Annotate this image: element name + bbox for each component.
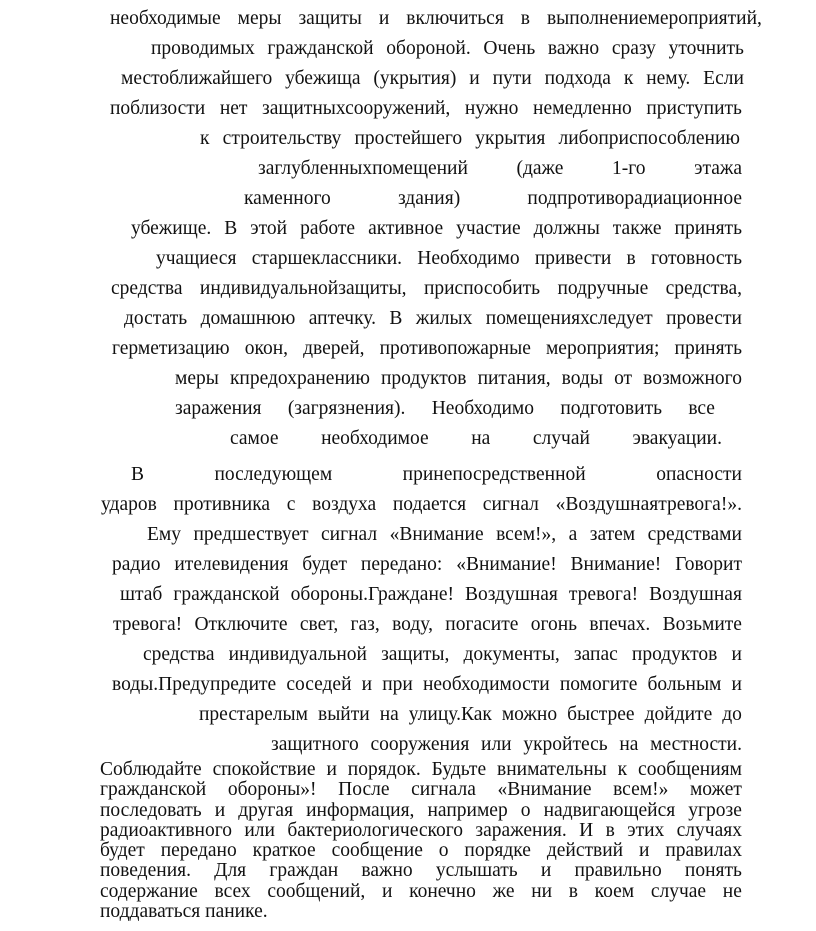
text-line: последовать и другая информация, например о надвигающейся угрозе <box>100 800 742 821</box>
text-line: Соблюдайте спокойствие и порядок. Будьте внимательны к сообщениям <box>100 759 742 780</box>
text-line: местоближайшего убежища (укрытия) и пути подхода к нему. Если <box>121 68 744 89</box>
text-line: воды.Предупредите соседей и при необходимости помогите больным и <box>112 674 742 695</box>
text-line: В последующем принепосредственной опасности <box>131 464 742 485</box>
text-line: поддаваться панике. <box>100 901 268 922</box>
text-line: заражения (загрязнения). Необходимо подготовить все <box>175 398 715 419</box>
text-line: престарелым выйти на улицу.Как можно быстрее дойдите до <box>199 704 742 725</box>
text-line: средства индивидуальной защиты, документы, запас продуктов и <box>143 644 742 665</box>
text-line: учащиеся старшеклассники. Необходимо привести в готовность <box>156 248 742 269</box>
text-line: поблизости нет защитныхсооружений, нужно немедленно приступить <box>110 98 742 119</box>
text-line: самое необходимое на случай эвакуации. <box>230 428 722 449</box>
text-line: каменного здания) подпротиворадиационное <box>244 188 742 209</box>
text-line: проводимых гражданской обороной. Очень важно сразу уточнить <box>151 38 744 59</box>
text-line: радио ителевидения будет передано: «Внимание! Внимание! Говорит <box>112 554 742 575</box>
text-line: штаб гражданской обороны.Граждане! Воздушная тревога! Воздушная <box>120 584 742 605</box>
text-line: средства индивидуальнойзащиты, приспособить подручные средства, <box>111 278 742 299</box>
text-line: Ему предшествует сигнал «Внимание всем!», а затем средствами <box>147 524 742 545</box>
text-line: к строительству простейшего укрытия либоприспособлению <box>200 128 740 149</box>
text-line: радиоактивного или бактериологического заражения. И в этих случаях <box>100 820 742 841</box>
text-line: гражданской обороны»! После сигнала «Внимание всем!» может <box>100 779 742 800</box>
text-line: защитного сооружения или укройтесь на местности. <box>271 734 742 755</box>
text-line: тревога! Отключите свет, газ, воду, погасите огонь впечах. Возьмите <box>113 614 742 635</box>
text-line: необходимые меры защиты и включиться в выполнениемероприятий, <box>110 8 762 29</box>
text-line: содержание всех сообщений, и конечно же ни в коем случае не <box>100 881 742 902</box>
text-line: ударов противника с воздуха подается сигнал «Воздушнаятревога!». <box>101 494 742 515</box>
text-line: достать домашнюю аптечку. В жилых помещенияхследует провести <box>124 308 742 329</box>
text-line: меры кпредохранению продуктов питания, воды от возможного <box>175 368 742 389</box>
text-line: убежище. В этой работе активное участие должны также принять <box>131 218 742 239</box>
text-line: будет передано краткое сообщение о порядке действий и правилах <box>100 840 742 861</box>
text-line: заглубленныхпомещений (даже 1-го этажа <box>258 158 742 179</box>
text-line: поведения. Для граждан важно услышать и правильно понять <box>100 860 742 881</box>
text-line: герметизацию окон, дверей, противопожарные мероприятия; принять <box>112 338 742 359</box>
